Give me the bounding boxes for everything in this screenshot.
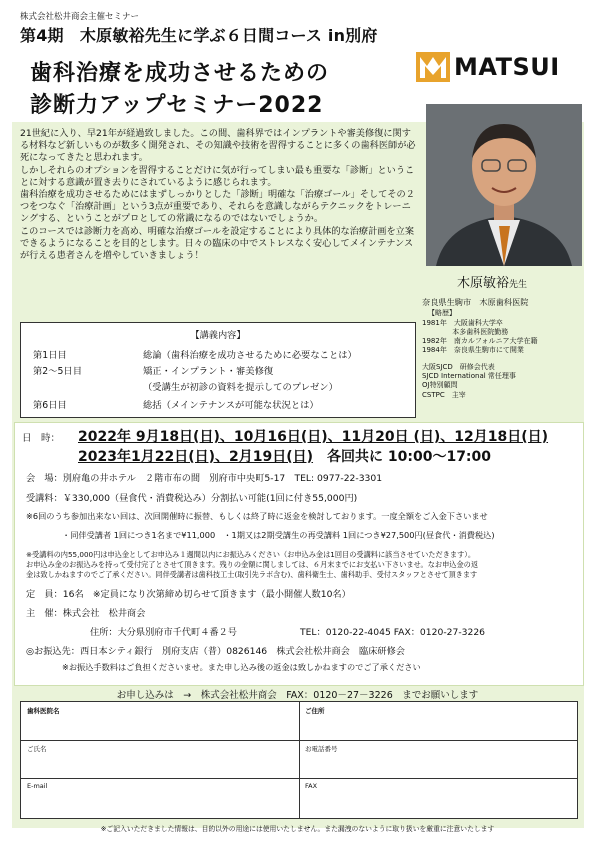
role-line: OJ特別顧問 — [422, 381, 458, 390]
bio-line: 1982年 南カルフォルニア大学在籍 — [422, 337, 538, 346]
session-time: 各回共に 10:00～17:00 — [327, 449, 492, 465]
dates-text: 2023年1月22日(日)、2月19日(日) — [78, 449, 314, 465]
intro-text — [20, 128, 418, 262]
lecturer-clinic: 奈良県生駒市 木原歯科医院 — [422, 297, 529, 307]
lecture-topic: 矯正・インプラント・審美修復 — [143, 366, 274, 377]
course-title: 第4期 木原敏裕先生に学ぶ６日間コース in別府 — [20, 26, 378, 45]
dates-line1 — [22, 426, 548, 446]
matsui-logo-icon — [416, 52, 450, 82]
host-text: 主 催：株式会社 松井商会 — [26, 608, 146, 619]
deposit-note: ※受講料の内55,000円は申込金としてお申込み１週間以内にお振込みください（お申込み金は1回目の受講料に該当させていただきます）。 — [26, 550, 476, 559]
seminar-title-line2: 診断力アップセミナー2022 — [30, 93, 324, 118]
lecture-row — [33, 397, 319, 411]
intro-paragraph: 歯科治療を成功させるためにはまずしっかりとした「診断」明確な「治療ゴール」そしてその２つをつなぐ「治療計画」という3点が重要であり、それらを意識しながらテクニックをトレーニングする、ということがプロとしての常識になるのではないでしょうか。 — [20, 189, 415, 225]
lecture-row — [33, 379, 338, 393]
host-address: 住所：大分県別府市千代町４番２号 — [90, 627, 237, 638]
organizer-label: 株式会社松井商会主催セミナー — [20, 12, 140, 22]
intro-paragraph: しかしそれらのオプションを習得することだけに気が行ってしまい最も重要な「診断」ということに対する意識が置き去りにされているように感じられます。 — [20, 164, 415, 188]
role-line: CSTPC 主宰 — [422, 390, 466, 399]
lecture-row — [33, 363, 273, 377]
form-divider — [299, 702, 300, 818]
seminar-title-line1: 歯科治療を成功させるための — [30, 61, 330, 86]
lecture-day: 第1日目 — [33, 350, 67, 361]
intro-paragraph: 21世紀に入り、早21年が経過致しました。この間、歯科界ではインプラントや審美修復に関する材料など新しいものが数多く開発され、その知識や技術を習得することに多くの歯科医師が必死になってきたと思われます。 — [20, 128, 416, 164]
bio-line: 本多歯科医院勤務 — [422, 327, 509, 336]
lecture-topic: 総括（メインテナンスが可能な状況とは） — [143, 400, 319, 411]
application-form — [20, 701, 578, 819]
capacity-text: 定 員：16名 ※定員になり次第締め切らせて頂きます（最小開催人数10名） — [26, 589, 351, 600]
deposit-note: お申込み金のお振込みを持って受付完了とさせて頂きます。残りの金額に関しましては、６月末までにお支払い下さいませ。なお申込金の返 — [26, 560, 479, 569]
bio-heading: 【略歴】 — [428, 309, 456, 318]
lecture-row — [33, 347, 357, 361]
role-line: SJCD International 常任理事 — [422, 372, 516, 381]
lecturer-name-text: 木原敏裕 — [457, 276, 510, 291]
email-field[interactable]: E-mail — [27, 782, 48, 790]
lecture-topic: 総論（歯科治療を成功させるために必要なことは） — [143, 350, 357, 361]
dates-line2 — [78, 446, 491, 466]
lecture-topic: （受講生が初診の資料を提示してのプレゼン） — [143, 382, 338, 393]
lecture-heading: 【講義内容】 — [190, 330, 246, 341]
dates-text: 2022年 9月18日(日)、10月16日(日)、11月20日 (日)、12月18日(日) — [78, 429, 549, 445]
fee-text: 受講料：￥330,000（昼食代・消費税込み）分割払い可能(1回に付き55,000円) — [26, 493, 358, 504]
clinic-name-field[interactable]: 歯科医院名 — [27, 707, 60, 715]
logo-text: MATSUI — [454, 53, 560, 81]
form-divider — [21, 740, 577, 741]
name-field[interactable]: ご氏名 — [27, 745, 47, 753]
date-label: 日 時： — [22, 433, 61, 444]
bank-text: ◎お振込先：西日本シティ銀行 別府支店（普）0826146 株式会社松井商会 臨床研修会 — [26, 646, 405, 657]
lecture-day: 第6日目 — [33, 400, 67, 411]
lecturer-honorific: 先生 — [509, 280, 528, 290]
matsui-logo — [416, 50, 582, 84]
application-instruction: お申し込みは → 株式会社松井商会 FAX：0120－27－3226 までお願いします — [116, 690, 479, 701]
form-divider — [21, 778, 577, 779]
intro-paragraph: このコースでは診断力を高め、明確な治療ゴールを設定することにより具体的な治療計画を立案できるようになることを目的とします。日々の臨床の中でストレスなく安心してメインテナンスが行える患者さんを増やしていきましょう！ — [20, 225, 415, 262]
lecture-day: 第2～5日目 — [33, 366, 83, 377]
privacy-note: ※ご記入いただきました情報は、目的以外の用途には使用いたしません。また漏洩のないように取り扱いを厳重に注意いたします — [100, 825, 495, 833]
bank-note: ※お振込手数料はご負担くださいませ。また申し込み後の返金は致しかねますのでご了承ください — [62, 662, 421, 672]
lecturer-photo — [426, 104, 582, 266]
bio-line: 1981年 大阪歯科大学卒 — [422, 318, 503, 327]
lecturer-profile — [422, 298, 587, 400]
phone-field[interactable]: お電話番号 — [305, 745, 338, 753]
host-tel-fax: TEL：0120-22-4045 FAX：0120-27-3226 — [300, 627, 486, 638]
fax-field[interactable]: FAX — [305, 782, 318, 790]
venue-text: 会 場：別府亀の井ホテル ２階市布の間 別府市中央町5-17 TEL: 0977-22-3301 — [26, 473, 383, 484]
lecturer-name — [457, 272, 527, 291]
companion-note: ・同伴受講者 1回につき1名まで¥11,000 ・1期又は2期受講生の再受講料 1回につき¥27,500円(昼食代・消費税込) — [62, 530, 495, 540]
role-line: 大阪SJCD 研修会代表 — [422, 362, 495, 371]
lecture-content-box — [20, 322, 416, 418]
refund-note: ※6回のうち参加出来ない回は、次回開催時に振替、もしくは終了時に返金を検討しております。一度全額をご入金下さいませ — [26, 511, 488, 521]
address-field[interactable]: ご住所 — [305, 707, 325, 715]
bio-line: 1984年 奈良県生駒市にて開業 — [422, 346, 524, 355]
deposit-note: 金は致しかねますのでご了承ください。同伴受講者は歯科技工士(取引先ラボ含む)、歯科衛生士、歯科助手、受付スタッフとさせて頂きます — [26, 570, 478, 579]
